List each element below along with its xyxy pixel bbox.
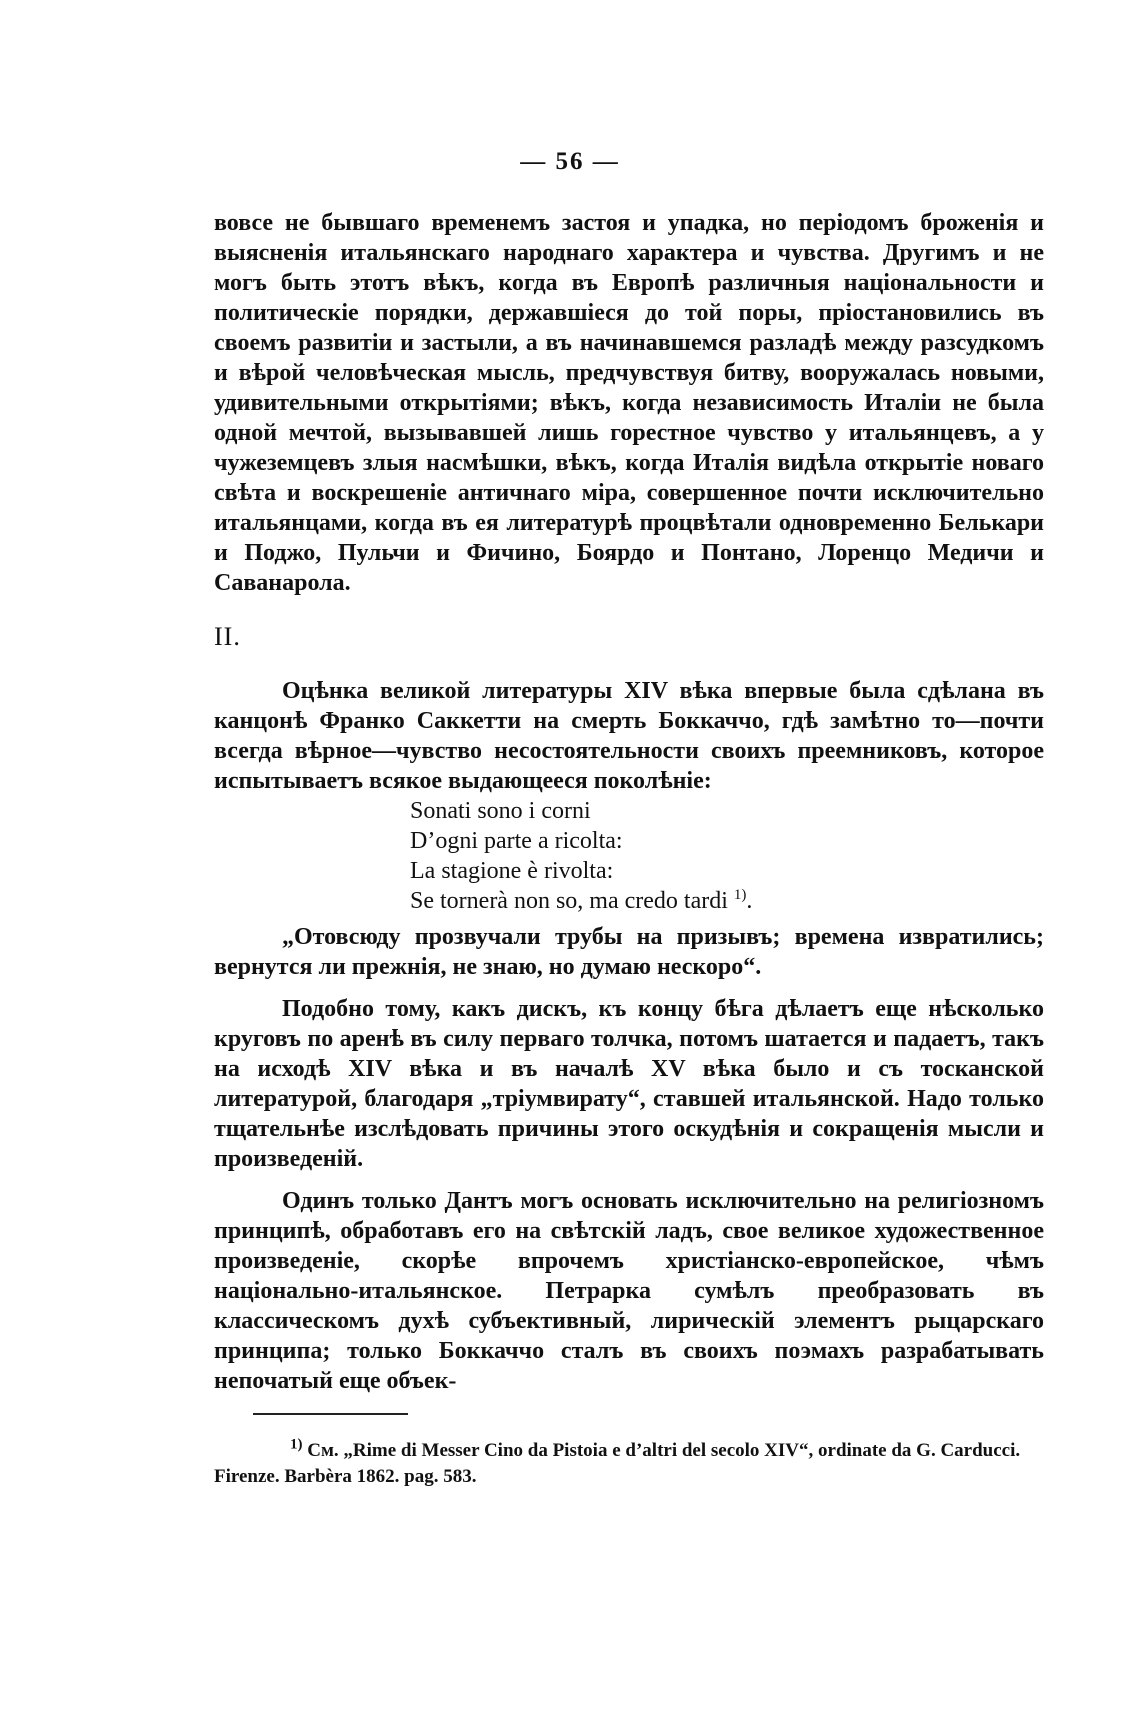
section-heading: II.: [214, 622, 241, 651]
verse-quote: [410, 796, 1044, 916]
verse-line-4-wrapper: Se tornerà non so, ma credo tardi $^{1)}$.: [410, 887, 753, 914]
paragraph-5: Одинъ только Дантъ могъ основать исключительно на религіозномъ принципѣ, обработавъ его на свѣтскій ладъ, свое великое художественное произведеніе, скорѣе впрочемъ христіанско-европейское, чѣмъ національно-итальянское. Петрарка сумѣлъ преобразовать въ классическомъ духѣ субъективный, лирическій элементъ рыцарскаго принципа; только Боккаччо сталъ въ своихъ поэмахъ разрабатывать непочатый еще объек-: [214, 1188, 1044, 1394]
footnote-reference: 1): [733, 887, 747, 903]
footnote-divider: [253, 1413, 408, 1415]
verse-line-3: La stagione è rivolta:: [410, 858, 614, 884]
verse-line-4: Se tornerà non so, ma credo tardi: [410, 888, 728, 914]
paragraph-1: вовсе не бывшаго временемъ застоя и упадка, но періодомъ броженія и выясненія итальянскаго народнаго характера и чувства. Другимъ и не могъ быть этотъ вѣкъ, когда въ Европѣ различныя національности и политическіе порядки, державшіеся до той поры, пріостановились въ своемъ развитіи и застыли, а въ начинавшемся разладѣ между разсудкомъ и вѣрой человѣческая мысль, предчувствуя битву, вооружалась новыми, удивительными открытіями; вѣкъ, когда независимость Италіи не была одной мечтой, вызывавшей лишь горестное чувство у итальянцевъ, а у чужеземцевъ злыя насмѣшки, вѣкъ, когда Италія видѣла открытіе новаго свѣта и воскрешеніе античнаго міра, совершенное почти исключительно итальянцами, когда въ ея литературѣ процвѣтали одновременно Белькари и Поджо, Пульчи и Фичино, Боярдо и Понтано, Лоренцо Медичи и Саванарола.: [214, 210, 1044, 596]
page-number: — 56 —: [520, 148, 620, 175]
body-text: [214, 208, 1044, 1396]
footnote-marker: 1): [290, 1436, 303, 1453]
paragraph-2: Оцѣнка великой литературы XIV вѣка впервые была сдѣлана въ канцонѣ Франко Саккетти на смерть Боккаччо, гдѣ замѣтно то—почти всегда вѣрное—чувство несостоятельности своихъ преемниковъ, которое испытываетъ всякое выдающееся поколѣніе:: [214, 678, 1044, 794]
paragraph-3: „Отовсюду прозвучали трубы на призывъ; времена извратились; вернутся ли прежнія, не знаю, но думаю нескоро“.: [214, 924, 1044, 980]
paragraph-4: Подобно тому, какъ дискъ, къ концу бѣга дѣлаетъ еще нѣсколько круговъ по аренѣ въ силу перваго толчка, потомъ шатается и падаетъ, такъ на исходѣ XIV вѣка и въ началѣ XV вѣка было и съ тосканской литературой, благодаря „тріумвирату“, ставшей итальянской. Надо только тщательнѣе изслѣдовать причины этого оскудѣнія и сокращенія мысли и произведеній.: [214, 996, 1044, 1172]
footnote-text: См. „Rime di Messer Cino da Pistoia e d’altri del secolo XIV“, ordinate da G. Carducci. Firenze. Barbèra 1862. pag. 583.: [214, 1440, 1021, 1487]
verse-line-2: D’ogni parte a ricolta:: [410, 828, 623, 854]
footnote: [214, 1438, 1044, 1490]
verse-line-1: Sonati sono i corni: [410, 798, 591, 824]
